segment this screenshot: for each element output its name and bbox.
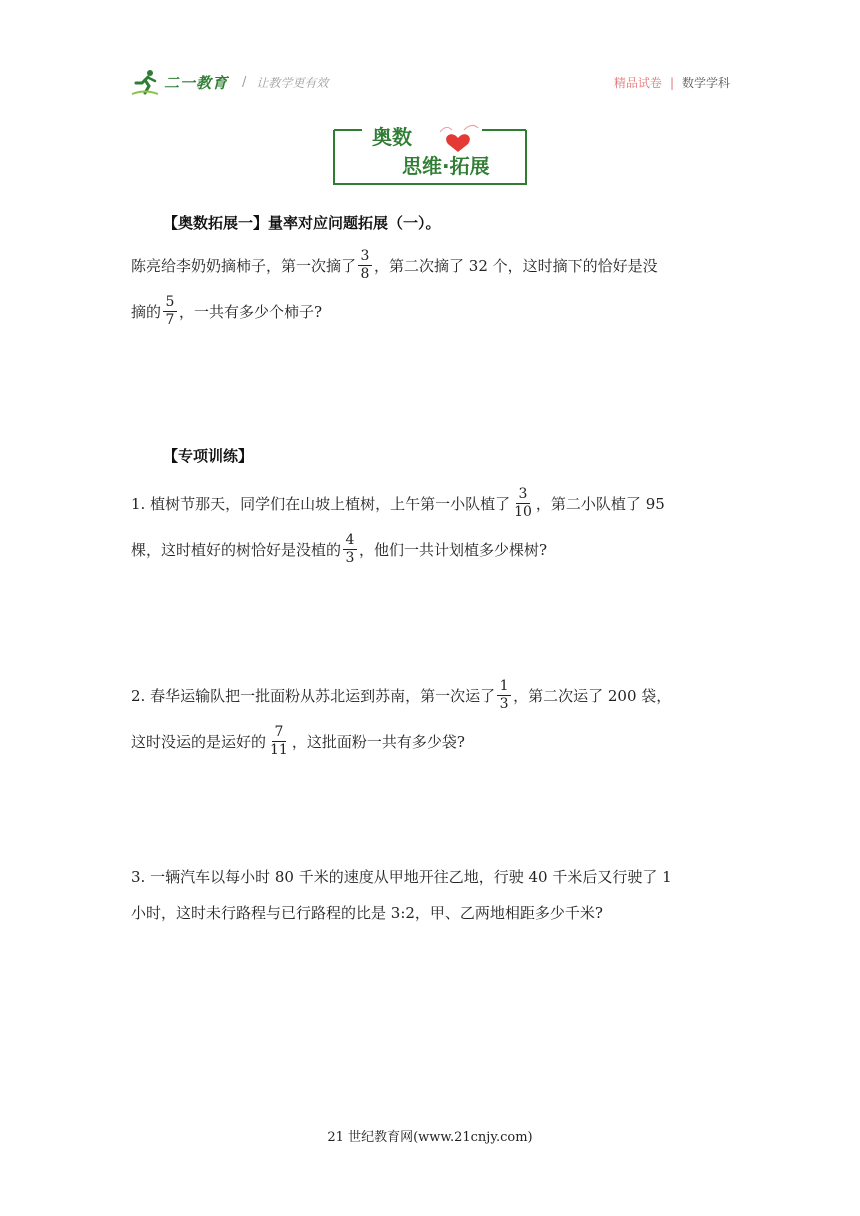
fraction	[268, 724, 290, 759]
problem-text: ，第二次运了 200 袋，	[513, 686, 672, 705]
question-1-line-2	[131, 532, 547, 567]
title-badge	[332, 118, 528, 186]
fraction-numerator: 7	[272, 724, 286, 742]
fraction-numerator: 3	[516, 486, 530, 504]
problem-text: ，第二次摘了 32 个，这时摘下的恰好是没	[374, 256, 658, 275]
problem-text: 小时，这时未行路程与已行路程的比是 3:2，甲、乙两地相距多少千米?	[131, 904, 603, 922]
problem-text: 这时没运的是运好的	[131, 732, 267, 751]
problem-line	[131, 294, 322, 329]
section-title-expansion: 【奥数拓展一】量率对应问题拓展（一）。	[163, 214, 441, 232]
subject-label: 数学学科	[681, 76, 730, 90]
problem-text: ，一共有多少个柿子?	[179, 302, 323, 321]
problem-text: ，这批面粉一共有多少袋?	[291, 732, 465, 751]
brand-logo	[130, 64, 328, 100]
problem-line	[131, 248, 658, 283]
fraction	[497, 678, 511, 713]
runner-icon	[130, 67, 160, 97]
question-2-line-2	[131, 724, 465, 759]
fraction	[512, 486, 534, 521]
fraction-denominator: 7	[165, 312, 175, 328]
question-3-line-1	[131, 867, 672, 887]
fraction-numerator: 5	[163, 294, 177, 312]
problem-text: 3. 一辆汽车以每小时 80 千米的速度从甲地开往乙地，行驶 40 千米后又行驶了 1	[131, 868, 672, 886]
fraction-numerator: 1	[497, 678, 511, 696]
fraction-numerator: 3	[358, 248, 372, 266]
fraction-denominator: 3	[345, 550, 355, 566]
page-footer: 21 世纪教育网(www.21cnjy.com)	[327, 1130, 533, 1145]
problem-text: ，他们一共计划植多少棵树?	[359, 540, 548, 559]
problem-text: 摘的	[131, 302, 162, 321]
question-2-line-1	[131, 678, 671, 713]
logo-slogan: 让教学更有效	[256, 75, 329, 90]
fraction-denominator: 10	[514, 504, 532, 520]
badge-line2: 思维·拓展	[402, 154, 490, 178]
fraction-denominator: 8	[360, 266, 370, 282]
page-header	[130, 64, 730, 100]
problem-text: 2. 春华运输队把一批面粉从苏北运到苏南，第一次运了	[131, 686, 496, 705]
fraction-denominator: 11	[270, 742, 288, 758]
fraction	[343, 532, 357, 567]
header-labels	[614, 74, 730, 91]
header-divider: |	[669, 75, 674, 90]
section-title-training: 【专项训练】	[163, 447, 254, 465]
problem-text: ，第二小队植了 95	[535, 494, 665, 513]
logo-separator: /	[242, 74, 247, 90]
fraction	[358, 248, 372, 283]
fraction	[163, 294, 177, 329]
fraction-numerator: 4	[343, 532, 357, 550]
badge-line1: 奥数	[372, 125, 412, 149]
heart-icon	[440, 125, 478, 152]
problem-text: 1. 植树节那天，同学们在山坡上植树，上午第一小队植了	[131, 494, 511, 513]
problem-text: 棵，这时植好的树恰好是没植的	[131, 540, 342, 559]
quality-label: 精品试卷	[613, 76, 662, 90]
question-3-line-2	[131, 903, 603, 923]
logo-text: 二一教育	[164, 73, 229, 92]
fraction-denominator: 3	[499, 696, 509, 712]
question-1-line-1	[131, 486, 665, 521]
problem-text: 陈亮给李奶奶摘柿子，第一次摘了	[131, 256, 357, 275]
